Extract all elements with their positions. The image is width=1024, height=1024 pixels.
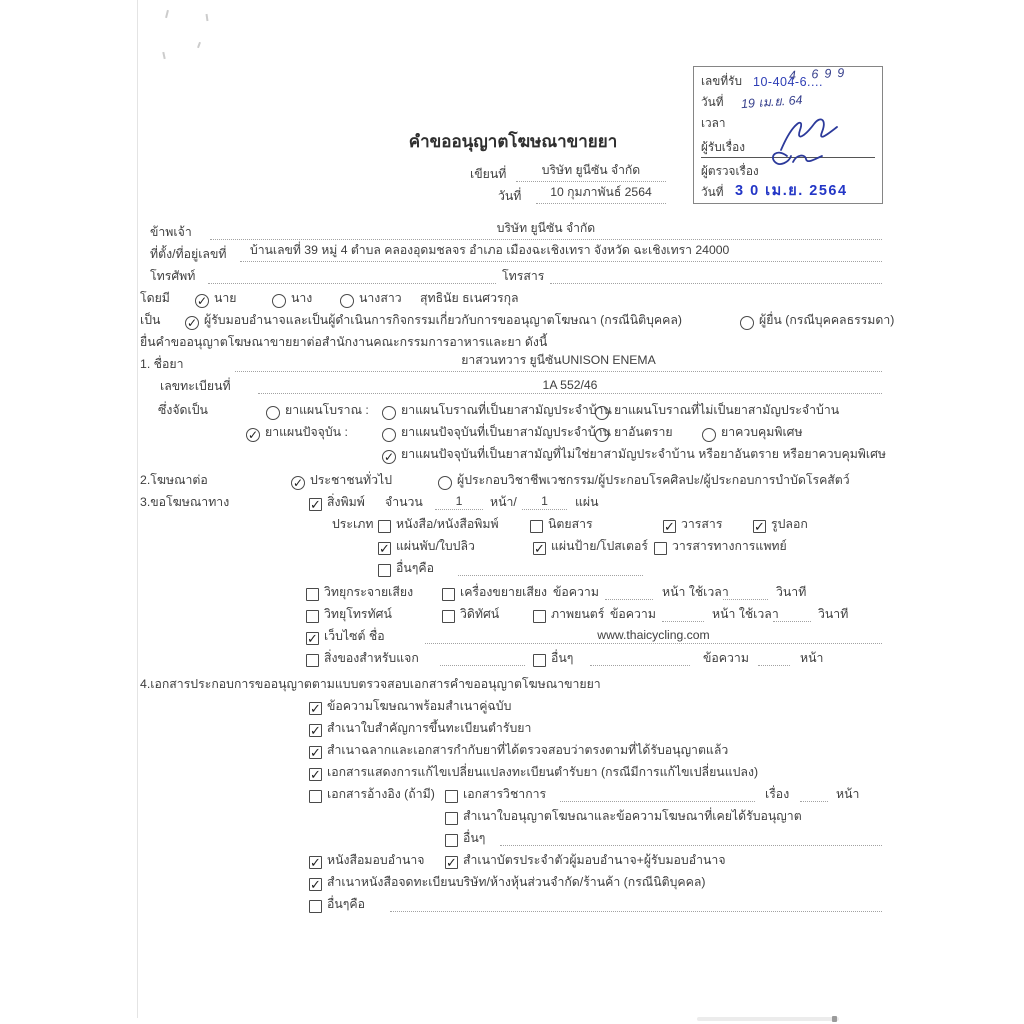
other-doc-field[interactable]	[500, 831, 882, 846]
cb-other-doc[interactable]	[445, 834, 458, 847]
academic-doc-label: เอกสารวิชาการ	[463, 787, 547, 801]
print-sheets-unit: แผ่น	[575, 495, 599, 509]
general-public-label: ประชาชนทั่วไป	[310, 473, 393, 487]
book-label: หนังสือ/หนังสือพิมพ์	[396, 517, 499, 531]
video-sec-label: วินาที	[818, 607, 849, 621]
audio-text-field[interactable]	[605, 585, 653, 600]
cb-website[interactable]: ✓	[307, 631, 318, 646]
person-title-row	[140, 287, 882, 309]
stray-mark	[197, 42, 201, 48]
classification-row-1	[140, 399, 882, 421]
poa-row	[140, 849, 882, 871]
label-copy-label: สำเนาฉลากและเอกสารกำกับยาที่ได้ตรวจสอบว่าตรงตามที่ได้รับอนุญาตแล้ว	[327, 743, 729, 757]
media-print-row	[140, 491, 882, 513]
address-label: ที่ตั้ง/ที่อยู่เลขที่	[150, 247, 227, 261]
previous-license-label: สำเนาใบอนุญาตโฆษณาและข้อความโฆษณาที่เคยได้รับอนุญาต	[463, 809, 802, 823]
radio-modern-non-household[interactable]: ✓	[383, 450, 395, 464]
receipt-no-handwritten: 4 699	[788, 65, 851, 83]
stray-mark	[206, 14, 209, 21]
stray-mark	[162, 52, 165, 59]
section2-label: 2.โฆษณาต่อ	[140, 473, 208, 487]
audio-text-label: ข้อความ	[553, 585, 599, 599]
phone-field[interactable]	[208, 269, 496, 284]
form-date-label: วันที่	[498, 189, 522, 203]
reviewer-label: ผู้ตรวจเรื่อง	[701, 164, 759, 178]
print-type-row-2	[140, 535, 882, 557]
classified-label: ซึ่งจัดเป็น	[158, 403, 208, 417]
cb-ad-text-copy[interactable]: ✓	[310, 701, 321, 716]
drug-name-label: 1. ชื่อยา	[140, 357, 184, 371]
registration-cert-copy-label: สำเนาใบสำคัญการขึ้นทะเบียนตำรับยา	[327, 721, 532, 735]
print-pages-unit: หน้า/	[490, 495, 517, 509]
section3-label: 3.ขอโฆษณาทาง	[140, 495, 230, 509]
receipt-no-label: เลขที่รับ	[701, 74, 742, 88]
print-label: สิ่งพิมพ์	[327, 495, 365, 509]
print-type-other-row	[140, 557, 882, 579]
reviewed-date-stamp: 3 0 เม.ย. 2564	[735, 183, 848, 199]
other-doc-row	[140, 827, 882, 849]
giveaway-field[interactable]	[440, 651, 525, 666]
video-time-label: หน้า ใช้เวลา	[712, 607, 779, 621]
cb-reference-doc[interactable]	[309, 790, 322, 803]
cb-television[interactable]	[306, 610, 319, 623]
cb-academic-doc[interactable]	[445, 790, 458, 803]
form-title: คำขออนุญาตโฆษณาขายยา	[408, 132, 618, 151]
time-label: เวลา	[701, 116, 726, 130]
other-final-field[interactable]	[390, 897, 882, 912]
website-label: เว็บไซต์ ชื่อ	[324, 629, 385, 643]
radio-broadcast-label: วิทยุกระจายเสียง	[324, 585, 414, 599]
audio-time-label: หน้า ใช้เวลา	[662, 585, 729, 599]
magazine-label: นิตยสาร	[548, 517, 593, 531]
address-row	[140, 243, 882, 265]
applicant-name-field[interactable]: บริษัท ยูนีซัน จำกัด	[210, 219, 882, 240]
modern-household-label: ยาแผนปัจจุบันที่เป็นยาสามัญประจำบ้าน	[401, 425, 611, 439]
mrs-label: นาง	[291, 291, 313, 305]
journal-label: วารสาร	[681, 517, 723, 531]
section4-header-row	[140, 673, 882, 695]
other-media-page-label: หน้า	[800, 651, 824, 665]
applicant-person-label: ผู้ยื่น (กรณีบุคคลธรรมดา)	[759, 313, 895, 327]
person-name: สุทธินัย ธเนศวรกุล	[420, 291, 519, 305]
cb-amplifier[interactable]	[442, 588, 455, 601]
address-field[interactable]: บ้านเลขที่ 39 หมู่ 4 ตำบล คลองอุดมชลจร อำเภอ เมืองฉะเชิงเทรา จังหวัด ฉะเชิงเทรา 24000	[240, 241, 882, 262]
other-final-row	[140, 893, 882, 915]
radio-applicant-person[interactable]	[740, 316, 754, 330]
cb-registration-cert-copy[interactable]: ✓	[310, 723, 321, 738]
amendment-doc-label: เอกสารแสดงการแก้ไขเปลี่ยนแปลงทะเบียนตำรับยา (กรณีมีการแก้ไขเปลี่ยนแปลง)	[327, 765, 759, 779]
cb-print[interactable]: ✓	[310, 497, 321, 512]
other-media-label: อื่นๆ	[551, 651, 574, 665]
page-edge-line	[137, 0, 138, 1018]
company-registration-row	[140, 871, 882, 893]
giveaway-label: สิ่งของสำหรับแจก	[324, 651, 419, 665]
cb-book[interactable]	[378, 520, 391, 533]
form-header	[140, 128, 882, 207]
other-media-text-field[interactable]	[758, 651, 790, 666]
cb-other-final[interactable]	[309, 900, 322, 913]
radio-professionals[interactable]	[438, 476, 452, 490]
radio-modern-medicine[interactable]: ✓	[247, 428, 259, 442]
cb-poster[interactable]: ✓	[534, 541, 545, 556]
section4-label: 4.เอกสารประกอบการขออนุญาตตามแบบตรวจสอบเอกสารคำขออนุญาตโฆษณาขายยา	[140, 677, 601, 691]
website-url-field[interactable]: www.thaicycling.com	[425, 628, 882, 644]
video-text-field[interactable]	[662, 607, 704, 622]
stray-mark	[165, 10, 169, 18]
advertise-to-row	[140, 469, 882, 491]
cb-label-copy[interactable]: ✓	[310, 745, 321, 760]
other-final-label: อื่นๆคือ	[327, 897, 366, 911]
type-other-field[interactable]	[458, 561, 643, 576]
id-card-copy-label: สำเนาบัตรประจำตัวผู้มอบอำนาจ+ผู้รับมอบอำนาจ	[463, 853, 726, 867]
cb-type-other[interactable]	[378, 564, 391, 577]
dangerous-drug-label: ยาอันตราย	[614, 425, 673, 439]
cb-video[interactable]	[442, 610, 455, 623]
radio-traditional-non-household[interactable]	[595, 406, 609, 420]
submit-statement-row	[140, 331, 882, 353]
cb-company-registration-copy[interactable]: ✓	[310, 877, 321, 892]
video-time-field[interactable]	[773, 607, 811, 622]
by-label: โดยมี	[140, 291, 170, 305]
poster-label: แผ่นป้าย/โปสเตอร์	[551, 539, 648, 553]
academic-subject-field[interactable]	[800, 787, 828, 802]
authorized-person-label: ผู้รับมอบอำนาจและเป็นผู้ดำเนินการกิจกรรมเกี่ยวกับการขออนุญาตโฆษณา (กรณีนิติบุคคล)	[204, 313, 682, 327]
registration-no-field[interactable]: 1A 552/46	[258, 378, 882, 394]
phone-row	[140, 265, 882, 287]
audio-sec-label: วินาที	[776, 585, 807, 599]
radio-miss[interactable]	[340, 294, 354, 308]
academic-doc-field[interactable]	[560, 787, 755, 802]
type-other-label: อื่นๆคือ	[396, 561, 435, 575]
cb-brochure[interactable]: ✓	[379, 541, 390, 556]
doc-item-row	[140, 761, 882, 783]
professionals-label: ผู้ประกอบวิชาชีพเวชกรรม/ผู้ประกอบโรคศิลปะ/ผู้ประกอบการบำบัดโรคสัตว์	[457, 473, 850, 487]
video-text-label: ข้อความ	[610, 607, 656, 621]
audio-media-row	[140, 581, 882, 603]
registration-label: เลขทะเบียนที่	[160, 379, 231, 393]
radio-mrs[interactable]	[272, 294, 286, 308]
print-type-row-1	[140, 513, 882, 535]
received-date-label: วันที่	[701, 95, 724, 109]
medical-journal-label: วารสารทางการแพทย์	[672, 539, 787, 553]
written-at-label: เขียนที่	[470, 167, 507, 181]
radio-special-control[interactable]	[702, 428, 716, 442]
registration-row	[140, 375, 882, 397]
cb-id-card-copy[interactable]: ✓	[446, 855, 457, 870]
cb-magazine[interactable]	[530, 520, 543, 533]
traditional-non-household-label: ยาแผนโบราณที่ไม่เป็นยาสามัญประจำบ้าน	[614, 403, 840, 417]
doc-item-row	[140, 695, 882, 717]
brochure-label: แผ่นพับ/ใบปลิว	[396, 539, 475, 553]
radio-dangerous-drug[interactable]	[595, 428, 609, 442]
scan-smudge	[697, 1017, 839, 1021]
other-media-field[interactable]	[590, 651, 690, 666]
applicant-row	[140, 221, 882, 243]
applicant-label: ข้าพเจ้า	[150, 225, 192, 239]
amplifier-label: เครื่องขยายเสียง	[460, 585, 548, 599]
radio-traditional-household[interactable]	[382, 406, 396, 420]
radio-authorized-person[interactable]: ✓	[186, 316, 198, 330]
type-label: ประเภท	[332, 517, 374, 531]
fax-field[interactable]	[550, 269, 882, 284]
other-doc-label: อื่นๆ	[463, 831, 486, 845]
receipt-no-stamp: 10-404-6....	[753, 75, 823, 89]
academic-page-label: หน้า	[836, 787, 860, 801]
special-control-label: ยาควบคุมพิเศษ	[721, 425, 803, 439]
website-row	[140, 625, 882, 647]
traditional-label: ยาแผนโบราณ :	[285, 403, 369, 417]
radio-modern-household[interactable]	[382, 428, 396, 442]
cb-medical-journal[interactable]	[654, 542, 667, 555]
receiver-label: ผู้รับเรื่อง	[701, 140, 745, 154]
ad-text-copy-label: ข้อความโฆษณาพร้อมสำเนาคู่ฉบับ	[327, 699, 512, 713]
cb-radio-broadcast[interactable]	[306, 588, 319, 601]
reference-doc-row	[140, 783, 882, 805]
radio-mr[interactable]: ✓	[196, 294, 208, 308]
classification-row-2	[140, 421, 882, 443]
reference-doc-label: เอกสารอ้างอิง (ถ้ามี)	[327, 787, 435, 801]
miss-label: นางสาว	[359, 291, 402, 305]
doc-item-row	[140, 717, 882, 739]
phone-label: โทรศัพท์	[150, 269, 196, 283]
mr-label: นาย	[214, 291, 237, 305]
television-label: วิทยุโทรทัศน์	[324, 607, 392, 621]
cb-sticker[interactable]: ✓	[754, 519, 765, 534]
radio-general-public[interactable]: ✓	[292, 476, 304, 490]
doc-item-row	[140, 739, 882, 761]
company-registration-label: สำเนาหนังสือจดทะเบียนบริษัท/ห้างหุ้นส่วนจำกัด/ร้านค้า (กรณีนิติบุคคล)	[327, 875, 706, 889]
cb-previous-license-copy[interactable]	[445, 812, 458, 825]
drug-name-row	[140, 353, 882, 375]
fax-label: โทรสาร	[502, 269, 545, 283]
form-date-field[interactable]: 10 กุมภาพันธ์ 2564	[536, 183, 666, 204]
film-label: ภาพยนตร์	[551, 607, 605, 621]
received-date-handwritten: 19 เม.ย. 64	[740, 92, 803, 112]
role-label: เป็น	[140, 313, 161, 327]
video-label: วิดิทัศน์	[460, 607, 500, 621]
cb-amendment-doc[interactable]: ✓	[310, 767, 321, 782]
written-at-field[interactable]: บริษัท ยูนีซัน จำกัด	[516, 161, 666, 182]
classification-row-3	[140, 443, 887, 465]
other-media-text-label: ข้อความ	[703, 651, 749, 665]
cb-giveaway[interactable]	[306, 654, 319, 667]
power-of-attorney-label: หนังสือมอบอำนาจ	[327, 853, 425, 867]
cb-power-of-attorney[interactable]: ✓	[310, 855, 321, 870]
cb-journal[interactable]: ✓	[664, 519, 675, 534]
reviewed-date-label: วันที่	[701, 185, 724, 199]
radio-traditional-medicine[interactable]	[266, 406, 280, 420]
video-media-row	[140, 603, 882, 625]
academic-subject-label: เรื่อง	[765, 787, 790, 801]
form-body	[140, 221, 895, 915]
submit-statement: ยื่นคำขออนุญาตโฆษณาขายยาต่อสำนักงานคณะกรรมการอาหารและยา ดังนี้	[140, 335, 548, 349]
cb-other-media[interactable]	[533, 654, 546, 667]
giveaway-row	[140, 647, 882, 669]
traditional-household-label: ยาแผนโบราณที่เป็นยาสามัญประจำบ้าน	[401, 403, 612, 417]
role-row	[140, 309, 895, 331]
scan-smudge-dot	[832, 1016, 837, 1022]
print-pages-field[interactable]: 1	[435, 494, 483, 510]
modern-label: ยาแผนปัจจุบัน :	[265, 425, 348, 439]
audio-time-field[interactable]	[723, 585, 768, 600]
print-sheets-field[interactable]: 1	[522, 494, 567, 510]
sticker-label: รูปลอก	[771, 517, 808, 531]
modern-non-household-label: ยาแผนปัจจุบันที่เป็นยาสามัญที่ไม่ใช่ยาสามัญประจำบ้าน หรือยาอันตราย หรือยาควบคุมพิเศษ	[401, 447, 887, 461]
print-qty-label: จำนวน	[385, 495, 423, 509]
cb-film[interactable]	[533, 610, 546, 623]
drug-name-field[interactable]: ยาสวนทวาร ยูนีซันUNISON ENEMA	[235, 351, 882, 372]
previous-license-row	[140, 805, 882, 827]
